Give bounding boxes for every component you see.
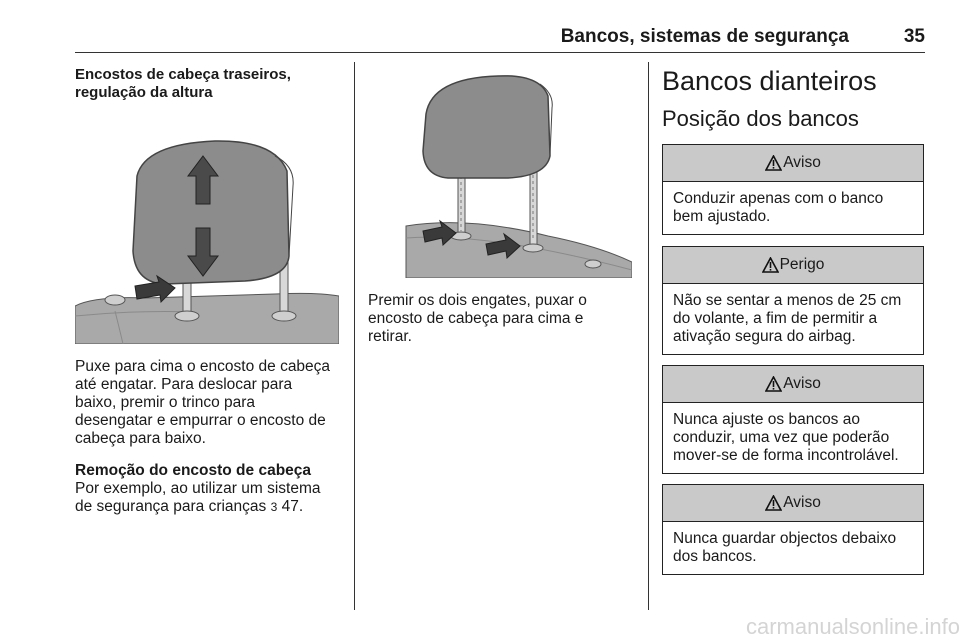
warning-box-header — [663, 366, 923, 403]
right-column — [662, 66, 926, 575]
warning-box — [662, 484, 924, 575]
warning-triangle-icon — [765, 376, 782, 392]
warning-line: bem ajustado. — [673, 208, 771, 225]
danger-label: Perigo — [779, 256, 825, 273]
page-title: Bancos, sistemas de segurança — [560, 26, 849, 47]
removal-title: Remoção do encosto de cabeça — [75, 462, 312, 479]
watermark: carmanualsonline.info — [745, 614, 960, 639]
warning-line: mover-se de forma incontrolável. — [673, 447, 899, 464]
warning-box-header — [663, 485, 923, 522]
danger-box-body — [663, 284, 923, 354]
warning-triangle-icon — [762, 257, 779, 273]
section-title-line-2: regulação da altura — [75, 84, 213, 101]
warning-line: Nunca guardar objectos debaixo — [673, 530, 897, 547]
instruction-line: retirar. — [368, 328, 412, 345]
removal-line-page: 47. — [277, 498, 304, 515]
danger-line: do volante, a fim de permitir a — [673, 310, 878, 327]
column-divider-2 — [648, 62, 649, 610]
chapter-heading: Bancos dianteiros — [662, 66, 877, 96]
adjust-instructions — [75, 358, 341, 448]
instruction-line: Premir os dois engates, puxar o — [368, 292, 587, 309]
page-reference-icon[interactable]: 3 — [270, 500, 278, 514]
warning-line: Conduzir apenas com o banco — [673, 190, 884, 207]
instruction-line: desengatar e empurrar o encosto de — [75, 412, 326, 429]
warning-label: Aviso — [783, 154, 821, 171]
removal-instructions — [368, 292, 634, 346]
instruction-line: até engatar. Para deslocar para — [75, 376, 293, 393]
instruction-line: Puxe para cima o encosto de cabeça — [75, 358, 331, 375]
section-title — [75, 66, 341, 102]
warning-triangle-icon — [765, 155, 782, 171]
danger-box — [662, 246, 924, 355]
danger-line: ativação segura do airbag. — [673, 328, 856, 345]
warning-box — [662, 365, 924, 474]
removal-line-text: de segurança para crianças — [75, 498, 271, 515]
column-divider-1 — [354, 62, 355, 610]
warning-box-body — [663, 403, 923, 473]
warning-label: Aviso — [783, 494, 821, 511]
warning-line: dos bancos. — [673, 548, 757, 565]
warning-box-body — [663, 522, 923, 574]
page-header — [75, 26, 925, 54]
warning-triangle-icon — [765, 495, 782, 511]
page-number: 35 — [903, 26, 925, 47]
section-title-line-1: Encostos de cabeça traseiros, — [75, 66, 291, 83]
warning-box — [662, 144, 924, 235]
instruction-line: encosto de cabeça para cima e — [368, 310, 584, 327]
rear-headrest-adjust-figure — [75, 126, 339, 344]
warning-line: Nunca ajuste os bancos ao — [673, 411, 860, 428]
section-heading: Posição dos bancos — [662, 106, 859, 131]
header-rule — [75, 52, 925, 53]
warning-label: Aviso — [783, 375, 821, 392]
left-column — [75, 66, 341, 516]
middle-column — [368, 66, 634, 346]
instruction-line: baixo, premir o trinco para — [75, 394, 256, 411]
danger-box-header — [663, 247, 923, 284]
warning-box-header — [663, 145, 923, 182]
warning-line: conduzir, uma vez que poderão — [673, 429, 890, 446]
removal-line: Por exemplo, ao utilizar um sistema — [75, 480, 321, 497]
instruction-line: cabeça para baixo. — [75, 430, 206, 447]
warning-box-body — [663, 182, 923, 234]
removal-line — [75, 498, 341, 516]
headrest-removal-figure — [368, 66, 632, 278]
danger-line: Não se sentar a menos de 25 cm — [673, 292, 902, 309]
